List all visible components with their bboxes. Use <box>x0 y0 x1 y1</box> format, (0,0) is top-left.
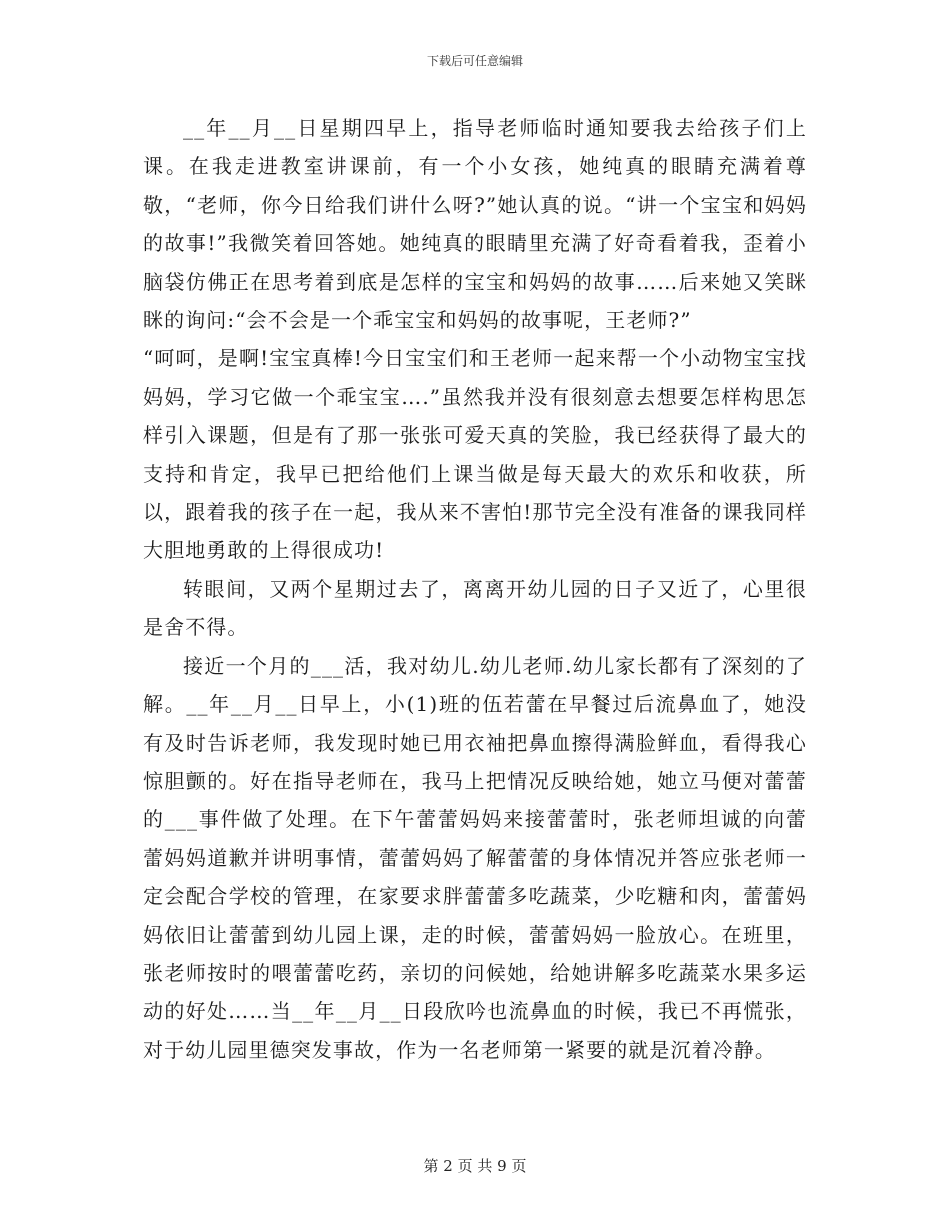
paragraph-2: “呵呵，是啊!宝宝真棒!今日宝宝们和王老师一起来帮一个小动物宝宝找妈妈，学习它做一个乖宝宝….”虽然我并没有很刻意去想要怎样构思怎样引入课题，但是有了那一张张可爱天真的笑脸，我已经获得了最大的支持和肯定，我早已把给他们上课当做是每天最大的欢乐和收获，所以，跟着我的孩子在一起，我从来不害怕!那节完全没有准备的课我同样大胆地勇敢的上得很成功! <box>143 346 807 563</box>
paragraph-3: 转眼间，又两个星期过去了，离离开幼儿园的日子又近了，心里很是舍不得。 <box>143 576 807 640</box>
page-number: 第 2 页 共 9 页 <box>423 1157 527 1175</box>
paragraph-4: 接近一个月的___活，我对幼儿.幼儿老师.幼儿家长都有了深刻的了解。__年__月__日早上，小(1)班的伍若蕾在早餐过后流鼻血了，她没有及时告诉老师，我发现时她已用衣袖把鼻血擦得满脸鲜血，看得我心惊胆颤的。好在指导老师在，我马上把情况反映给她，她立马便对蕾蕾的___事件做了处理。在下午蕾蕾妈妈来接蕾蕾时，张老师坦诚的向蕾蕾妈妈道歉并讲明事情，蕾蕾妈妈了解蕾蕾的身体情况并答应张老师一定会配合学校的管理，在家要求胖蕾蕾多吃蔬菜，少吃糖和肉，蕾蕾妈妈依旧让蕾蕾到幼儿园上课，走的时候，蕾蕾妈妈一脸放心。在班里，张老师按时的喂蕾蕾吃药，亲切的问候她，给她讲解多吃蔬菜水果多运动的好处……当__年__月__日段欣吟也流鼻血的时候，我已不再慌张，对于幼儿园里德突发事故，作为一名老师第一紧要的就是沉着冷静。 <box>143 653 807 1062</box>
page-header: 下载后可任意编辑 <box>426 54 523 68</box>
document-body <box>143 109 807 1069</box>
paragraph-1: __年__月__日星期四早上，指导老师临时通知要我去给孩子们上课。在我走进教室讲课前，有一个小女孩，她纯真的眼睛充满着尊敬，“老师，你今日给我们讲什么呀?”她认真的说。“讲一个宝宝和妈妈的故事!”我微笑着回答她。她纯真的眼睛里充满了好奇看着我，歪着小脑袋仿佛正在思考着到底是怎样的宝宝和妈妈的故事……后来她又笑眯眯的询问:“会不会是一个乖宝宝和妈妈的故事呢，王老师?” <box>143 116 807 333</box>
